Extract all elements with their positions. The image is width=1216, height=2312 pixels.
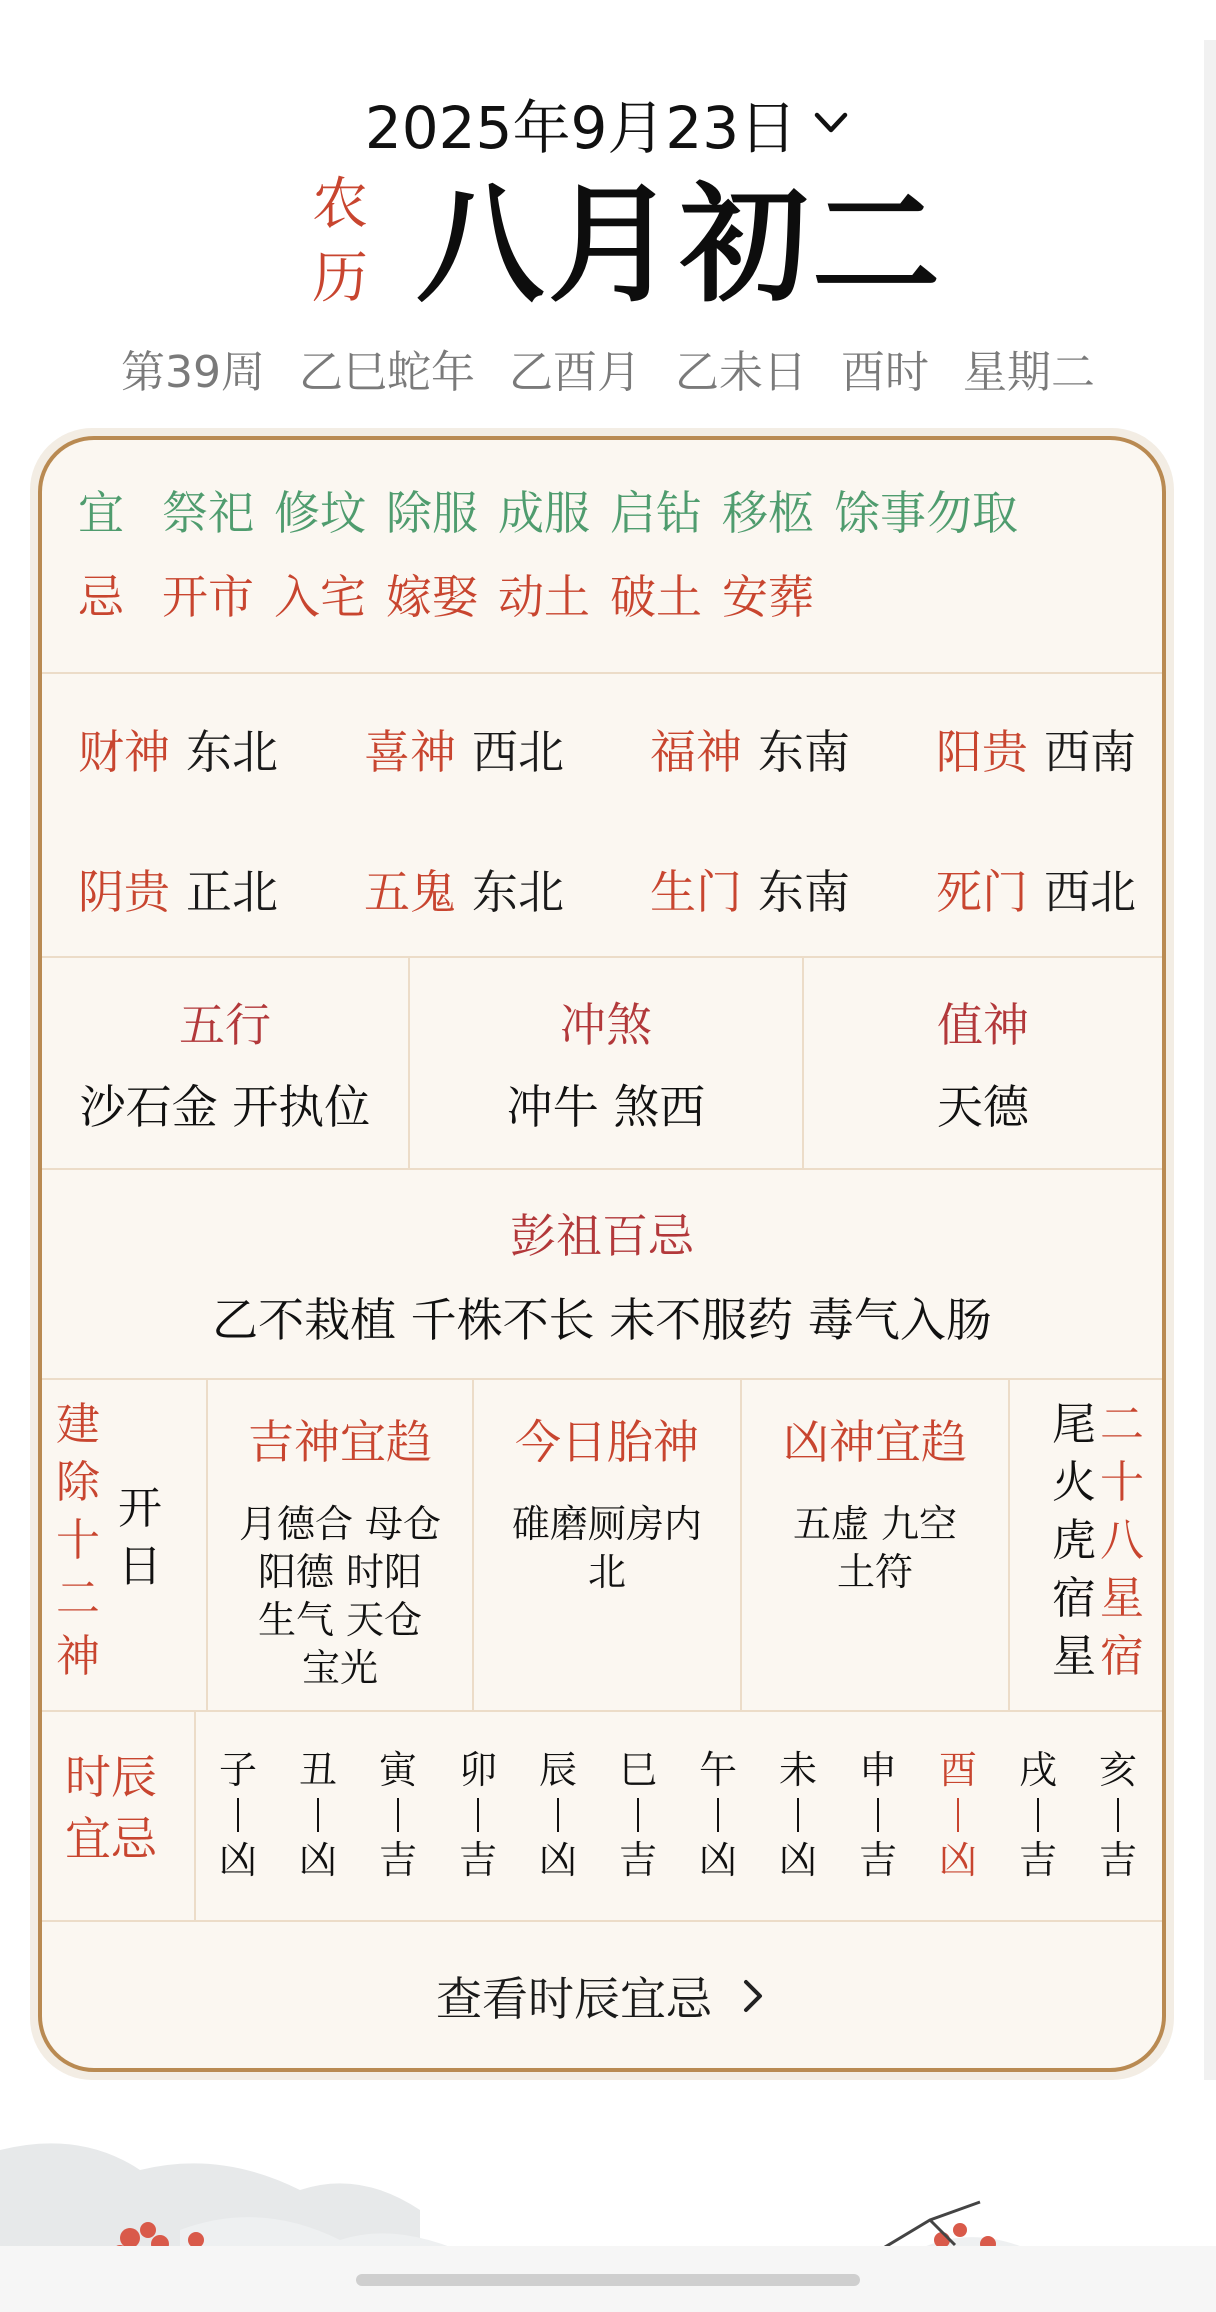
god-direction	[936, 716, 1136, 782]
wuxing-value: 沙石金 开执位	[79, 1080, 371, 1134]
wuxing-title: 五行	[179, 998, 271, 1052]
hour-branch: 申	[858, 1748, 897, 1792]
jishen-line: 宝光	[301, 1646, 378, 1690]
hour-item	[848, 1746, 908, 1884]
hours-label	[52, 1746, 170, 1870]
god-direction	[364, 856, 564, 922]
yi-item: 馀事勿取	[834, 486, 1018, 540]
home-indicator[interactable]	[356, 2274, 860, 2286]
view-hours-button[interactable]	[42, 1920, 1162, 2072]
god-name: 阴贵	[78, 865, 170, 919]
xiongshen-list	[793, 1500, 957, 1596]
wuxing-cell	[42, 958, 408, 1168]
god-dir: 东北	[186, 725, 278, 779]
chevron-right-icon[interactable]	[738, 1976, 768, 2016]
hour-branch: 午	[698, 1748, 737, 1792]
jianchu-label-char: 神	[56, 1631, 100, 1682]
xiu-value-char: 火	[1052, 1457, 1096, 1508]
xiu-value-char: 宿	[1052, 1573, 1096, 1624]
yi-item: 除服	[386, 486, 478, 540]
hour-luck: 吉	[858, 1838, 897, 1882]
hour-bar	[557, 1798, 559, 1832]
hours-label-line: 宜忌	[65, 1812, 157, 1866]
jianchu-value-char: 开	[118, 1483, 162, 1534]
xiu-label-char: 宿	[1100, 1631, 1144, 1682]
hour-bar	[237, 1798, 239, 1832]
hour-branch: 丑	[298, 1748, 337, 1792]
xiongshen-title: 凶神宜趋	[783, 1415, 967, 1469]
hour-item	[288, 1746, 348, 1884]
hour-branch: 酉	[938, 1748, 977, 1792]
god-name: 生门	[650, 865, 742, 919]
zhishen-value: 天德	[937, 1080, 1029, 1134]
jianchu-value-char: 日	[118, 1541, 162, 1592]
xiongshen-line: 土符	[836, 1550, 913, 1594]
hour-bar	[717, 1798, 719, 1832]
lunar-date: 八月初二	[416, 171, 945, 320]
xiu-value	[1052, 1396, 1096, 1686]
ji-item: 嫁娶	[386, 570, 478, 624]
taishen-list	[512, 1500, 702, 1596]
god-dir: 西北	[1044, 865, 1136, 919]
date-selector[interactable]	[0, 88, 1216, 162]
hour-item	[1008, 1746, 1068, 1884]
chongsha-cell	[410, 958, 802, 1168]
hour-bar	[797, 1798, 799, 1832]
hour-branch: 卯	[458, 1748, 497, 1792]
hour-bar	[957, 1798, 959, 1832]
jianchu-label-char: 建	[56, 1399, 100, 1450]
hour-luck: 吉	[1098, 1838, 1137, 1882]
hour-item	[448, 1746, 508, 1884]
god-direction	[78, 856, 278, 922]
xiu-label-char: 星	[1100, 1573, 1144, 1624]
pengzu-value: 乙不栽植 千株不长 未不服药 毒气入肠	[212, 1293, 992, 1347]
ji-label: 忌	[78, 570, 124, 624]
hour-luck: 吉	[618, 1838, 657, 1882]
ji-item: 入宅	[274, 570, 366, 624]
divider	[42, 672, 1162, 674]
hour-bar	[477, 1798, 479, 1832]
hour-luck: 凶	[938, 1838, 977, 1882]
hour-bar	[637, 1798, 639, 1832]
hour-branch: 亥	[1098, 1748, 1137, 1792]
yi-row	[78, 480, 1038, 540]
hour-item-current	[928, 1746, 988, 1884]
taishen-column	[474, 1406, 740, 1596]
hour-bar	[317, 1798, 319, 1832]
jianchu-value	[118, 1480, 162, 1596]
hour-item	[368, 1746, 428, 1884]
xiu-value-char: 星	[1052, 1631, 1096, 1682]
god-dir: 东南	[758, 865, 850, 919]
chongsha-value: 冲牛 煞西	[506, 1080, 706, 1134]
jishen-line: 生气 天仓	[257, 1598, 423, 1642]
ji-item: 破土	[610, 570, 702, 624]
hour-luck: 凶	[298, 1838, 337, 1882]
hour-item	[1088, 1746, 1148, 1884]
hour-item	[608, 1746, 668, 1884]
hour-branch: 辰	[538, 1748, 577, 1792]
pengzu-section	[42, 1170, 1162, 1380]
jishen-column	[208, 1406, 472, 1692]
wuxing-chongsha-zhishen	[42, 958, 1162, 1168]
jianchu-label-char: 二	[56, 1573, 100, 1624]
hour-luck: 吉	[1018, 1838, 1057, 1882]
jishen-title: 吉神宜趋	[248, 1415, 432, 1469]
lunar-label-char: 历	[312, 246, 368, 311]
xiu-value-char: 虎	[1052, 1515, 1096, 1566]
taishen-title: 今日胎神	[515, 1415, 699, 1469]
pengzu-title: 彭祖百忌	[510, 1209, 694, 1263]
god-dir: 东南	[758, 725, 850, 779]
hour-item	[688, 1746, 748, 1884]
god-direction	[78, 716, 278, 782]
jianchu-label	[56, 1396, 100, 1686]
ganzhi-month: 乙酉月	[509, 347, 641, 398]
jianchu-label-char: 十	[56, 1515, 100, 1566]
god-name: 财神	[78, 725, 170, 779]
ganzhi-year: 乙巳蛇年	[299, 347, 475, 398]
hour-bar	[1117, 1798, 1119, 1832]
chongsha-title: 冲煞	[560, 998, 652, 1052]
god-name: 喜神	[364, 725, 456, 779]
ganzhi-day: 乙未日	[675, 347, 807, 398]
yi-item: 成服	[498, 486, 590, 540]
god-dir: 正北	[186, 865, 278, 919]
yi-item: 修坟	[274, 486, 366, 540]
god-dir: 东北	[472, 865, 564, 919]
hour-item	[528, 1746, 588, 1884]
hour-bar	[877, 1798, 879, 1832]
ji-item: 安葬	[722, 570, 814, 624]
week-number: 第39周	[121, 347, 265, 398]
zhishen-title: 值神	[937, 998, 1029, 1052]
hour-branch: 子	[218, 1748, 257, 1792]
god-name: 五鬼	[364, 865, 456, 919]
hour-item	[768, 1746, 828, 1884]
ji-item: 开市	[162, 570, 254, 624]
god-direction	[650, 716, 850, 782]
hour-bar	[1037, 1798, 1039, 1832]
divider	[194, 1710, 196, 1920]
yi-item: 移柩	[722, 486, 814, 540]
hour-item	[208, 1746, 268, 1884]
jishen-line: 阳德 时阳	[257, 1550, 423, 1594]
god-name: 阳贵	[936, 725, 1028, 779]
jishen-list	[239, 1500, 441, 1692]
current-hour: 酉时	[841, 347, 929, 398]
jianchu-label-char: 除	[56, 1457, 100, 1508]
god-dir: 西南	[1044, 725, 1136, 779]
xiu-label-char: 二	[1100, 1399, 1144, 1450]
gods-detail-section	[42, 1380, 1162, 1710]
solar-date[interactable]: 2025年9月23日	[364, 94, 798, 162]
gods-directions	[42, 676, 1162, 952]
god-direction	[936, 856, 1136, 922]
almanac-card	[38, 436, 1166, 2072]
god-name: 死门	[936, 865, 1028, 919]
jishen-line: 月德合 母仓	[238, 1502, 442, 1546]
taishen-line: 北	[587, 1550, 626, 1594]
xiu-value-char: 尾	[1052, 1399, 1096, 1450]
hour-luck: 凶	[778, 1838, 817, 1882]
hour-bar	[397, 1798, 399, 1832]
ji-row	[78, 564, 834, 624]
god-direction	[650, 856, 850, 922]
yi-item: 启钻	[610, 486, 702, 540]
date-info-row	[0, 336, 1216, 396]
xiu-label-char: 八	[1100, 1515, 1144, 1566]
yi-item: 祭祀	[162, 486, 254, 540]
xiu-label	[1100, 1396, 1144, 1686]
hours-label-line: 时辰	[65, 1750, 157, 1804]
lunar-label-char: 农	[312, 172, 368, 237]
god-dir: 西北	[472, 725, 564, 779]
hour-luck: 凶	[538, 1838, 577, 1882]
god-direction	[364, 716, 564, 782]
lunar-label	[308, 168, 372, 316]
xiongshen-column	[742, 1406, 1008, 1596]
xiu-label-char: 十	[1100, 1457, 1144, 1508]
weekday: 星期二	[963, 347, 1095, 398]
chevron-down-icon[interactable]	[811, 103, 851, 143]
hour-luck: 凶	[218, 1838, 257, 1882]
zhishen-cell	[804, 958, 1162, 1168]
hour-luck: 吉	[458, 1838, 497, 1882]
god-name: 福神	[650, 725, 742, 779]
xiongshen-line: 五虚 九空	[792, 1502, 958, 1546]
view-hours-label[interactable]: 查看时辰宜忌	[436, 1972, 712, 2026]
hours-section	[42, 1710, 1162, 1920]
ji-item: 动土	[498, 570, 590, 624]
yi-label: 宜	[78, 486, 124, 540]
hour-luck: 吉	[378, 1838, 417, 1882]
hour-branch: 巳	[618, 1748, 657, 1792]
hour-branch: 未	[778, 1748, 817, 1792]
divider	[1008, 1380, 1010, 1710]
hour-branch: 戌	[1018, 1748, 1057, 1792]
taishen-line: 碓磨厕房内	[511, 1502, 702, 1546]
hour-branch: 寅	[378, 1748, 417, 1792]
hour-luck: 凶	[698, 1838, 737, 1882]
